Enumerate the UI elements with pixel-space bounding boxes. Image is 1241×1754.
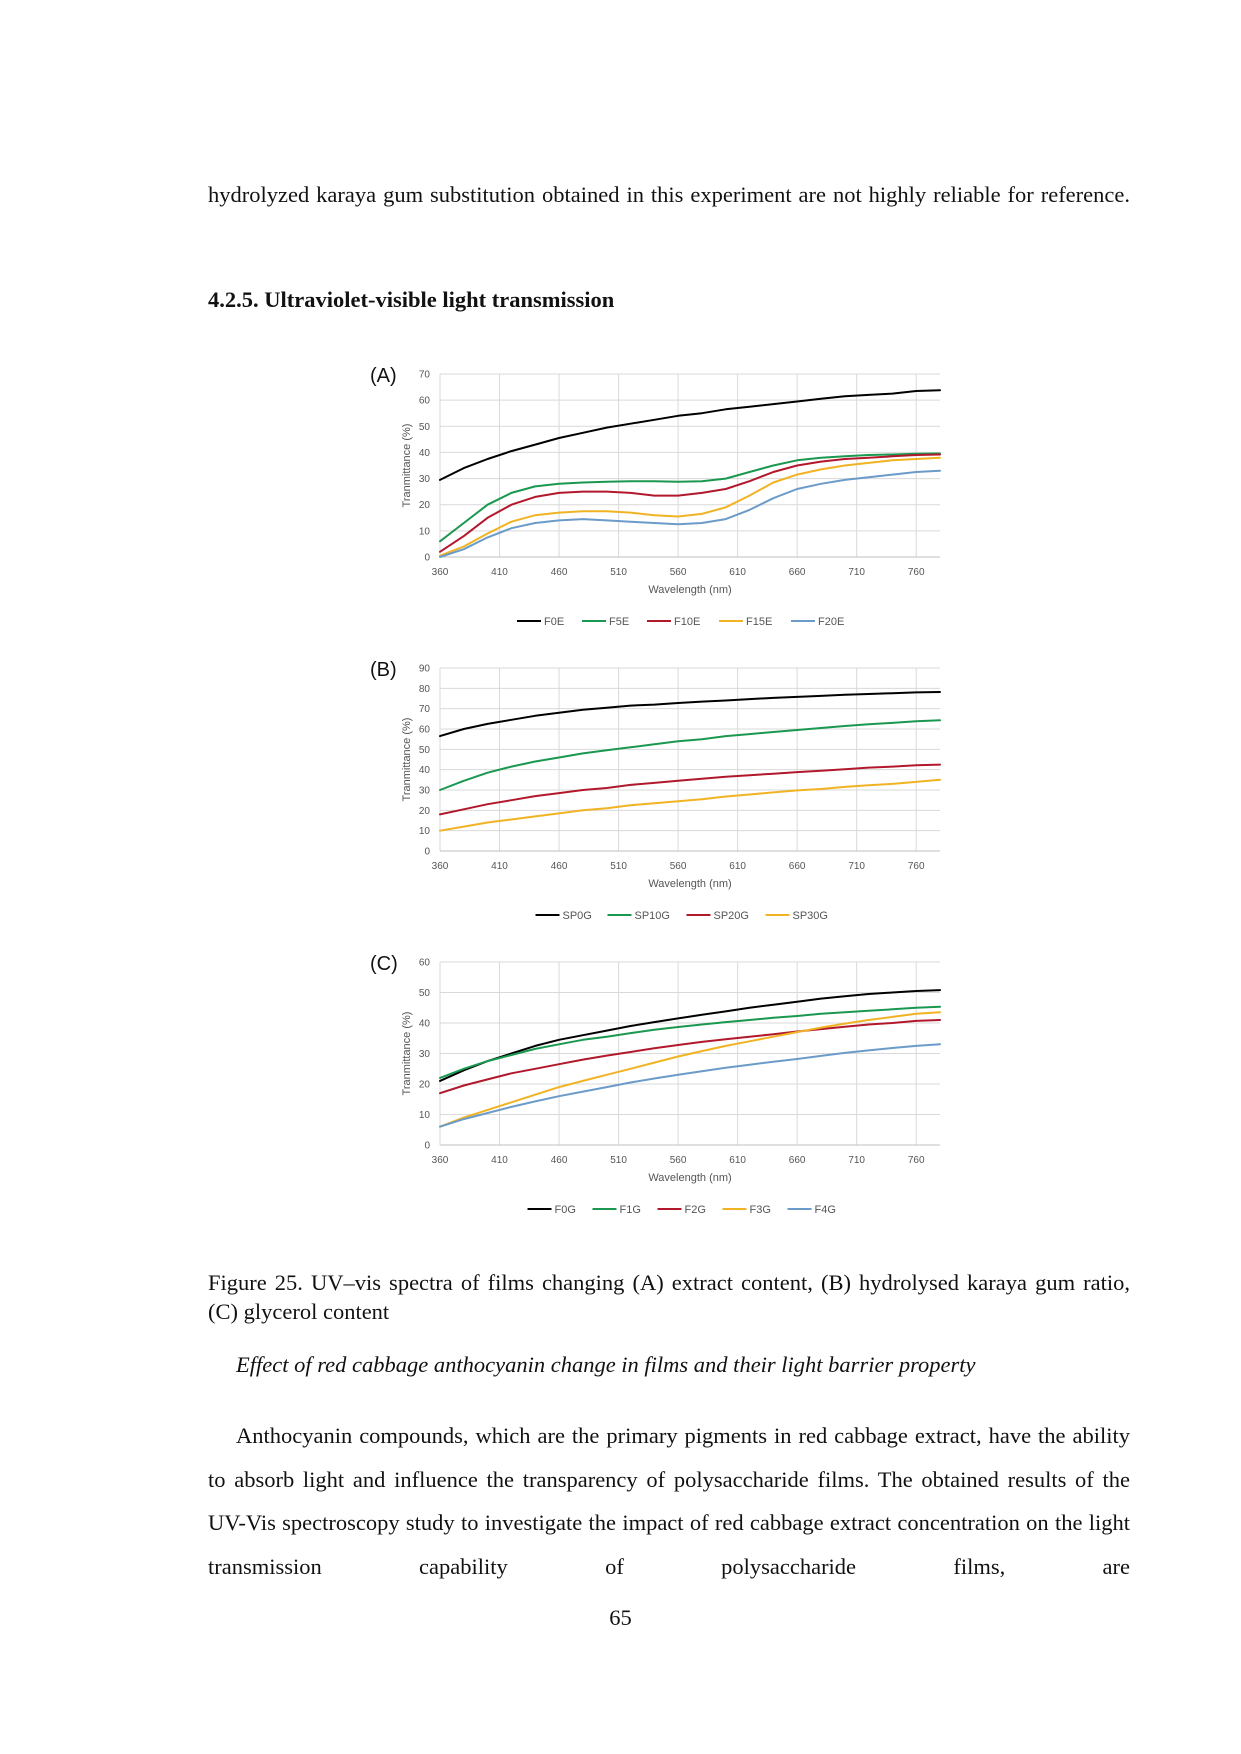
x-axis-title: Wavelength (nm) (648, 584, 732, 596)
y-tick-label: 90 (418, 663, 430, 675)
legend-label: F15E (746, 616, 773, 628)
chart-b-svg (360, 656, 980, 946)
y-tick-label: 60 (418, 395, 430, 407)
legend-label: F2G (684, 1204, 706, 1216)
x-tick-label: 460 (550, 567, 568, 578)
x-tick-label: 660 (788, 861, 806, 872)
paragraph-top: hydrolyzed karaya gum substitution obtained in this experiment are not highly reliable for reference. (208, 182, 1130, 207)
x-tick-label: 710 (848, 1155, 866, 1166)
y-tick-label: 30 (418, 1049, 430, 1060)
y-tick-label: 10 (418, 526, 430, 538)
y-tick-label: 0 (424, 846, 430, 858)
series-line-f2g (440, 1020, 940, 1093)
chart-panel-c (360, 950, 980, 1240)
y-tick-label: 0 (424, 1140, 430, 1152)
chart-panel-a (360, 362, 980, 652)
chart-c-svg (360, 950, 980, 1240)
y-tick-label: 0 (424, 552, 430, 564)
series-line-f10e (440, 455, 940, 552)
x-tick-label: 660 (788, 1155, 806, 1166)
series-line-f15e (440, 458, 940, 556)
x-tick-label: 710 (848, 861, 866, 872)
legend-label: F4G (814, 1204, 836, 1216)
y-tick-label: 60 (418, 957, 430, 969)
x-tick-label: 360 (431, 1155, 449, 1166)
y-tick-label: 50 (418, 421, 430, 433)
x-tick-label: 360 (431, 567, 449, 578)
y-tick-label: 20 (418, 805, 430, 817)
series-line-f20e (440, 471, 940, 557)
x-tick-label: 410 (491, 861, 508, 872)
x-tick-label: 360 (431, 861, 449, 872)
x-tick-label: 460 (550, 861, 568, 872)
x-tick-label: 760 (907, 861, 925, 872)
y-tick-label: 40 (418, 447, 430, 459)
x-axis-title: Wavelength (nm) (648, 1172, 732, 1184)
x-tick-label: 460 (550, 1155, 568, 1166)
y-tick-label: 70 (418, 704, 430, 716)
y-tick-label: 10 (418, 826, 430, 838)
legend-label: SP20G (713, 910, 749, 922)
y-tick-label: 40 (418, 765, 430, 777)
x-tick-label: 510 (610, 1155, 627, 1166)
panel-letter: (A) (370, 365, 397, 387)
panel-letter: (C) (370, 953, 398, 975)
series-line-f0e (440, 390, 940, 480)
legend-label: SP30G (792, 910, 828, 922)
subheading: Effect of red cabbage anthocyanin change in films and their light barrier property (236, 1352, 976, 1377)
x-tick-label: 560 (669, 1155, 687, 1166)
x-tick-label: 510 (610, 861, 627, 872)
y-tick-label: 20 (418, 1079, 430, 1091)
x-tick-label: 610 (729, 1155, 746, 1166)
x-tick-label: 410 (491, 1155, 508, 1166)
y-tick-label: 40 (418, 1018, 430, 1030)
y-tick-label: 20 (418, 500, 430, 512)
y-tick-label: 50 (418, 988, 430, 999)
y-axis-title: Tranmittance (%) (401, 1011, 413, 1096)
paragraph-bottom: Anthocyanin compounds, which are the primary pigments in red cabbage extract, have the ability to absorb light and influence the transparency of polysaccharide films. The obtained results of the UV-Vis spectroscopy study to investigate the impact of red cabbage extract concentration on the light transmission capability of polysaccharide films, are (208, 1423, 1130, 1579)
x-tick-label: 610 (729, 567, 746, 578)
y-tick-label: 80 (418, 683, 430, 695)
series-line-sp30g (440, 780, 940, 831)
section-heading: 4.2.5. Ultraviolet-visible light transmission (208, 287, 615, 312)
legend-label: F5E (609, 616, 630, 628)
legend-label: F10E (674, 616, 701, 628)
y-tick-label: 10 (418, 1110, 430, 1121)
x-axis-title: Wavelength (nm) (648, 878, 732, 890)
x-tick-label: 710 (848, 567, 866, 578)
legend-label: SP10G (634, 910, 670, 922)
legend-label: SP0G (562, 910, 592, 922)
y-axis-title: Tranmittance (%) (401, 717, 413, 802)
y-tick-label: 50 (418, 744, 430, 756)
legend-label: F20E (818, 616, 845, 628)
x-tick-label: 560 (669, 861, 687, 872)
legend-label: F3G (749, 1204, 771, 1216)
chart-panel-b (360, 656, 980, 946)
x-tick-label: 660 (788, 567, 806, 578)
panel-letter: (B) (370, 659, 397, 681)
series-line-f0g (440, 990, 940, 1081)
legend-label: F1G (619, 1204, 641, 1216)
x-tick-label: 410 (491, 567, 508, 578)
series-line-f3g (440, 1012, 940, 1126)
y-tick-label: 60 (418, 724, 430, 736)
x-tick-label: 760 (907, 567, 925, 578)
page-number: 65 (609, 1605, 632, 1630)
chart-a-svg (360, 362, 980, 652)
y-tick-label: 70 (418, 369, 430, 381)
x-tick-label: 560 (669, 567, 687, 578)
x-tick-label: 760 (907, 1155, 925, 1166)
x-tick-label: 610 (729, 861, 746, 872)
legend-label: F0G (554, 1204, 576, 1216)
x-tick-label: 510 (610, 567, 627, 578)
legend-label: F0E (544, 616, 565, 628)
figure-caption: Figure 25. UV–vis spectra of films changing (A) extract content, (B) hydrolysed karaya gum ratio, (C) glycerol content (208, 1270, 1130, 1324)
y-tick-label: 30 (418, 474, 430, 486)
y-axis-title: Tranmittance (%) (401, 423, 413, 508)
y-tick-label: 30 (418, 785, 430, 797)
